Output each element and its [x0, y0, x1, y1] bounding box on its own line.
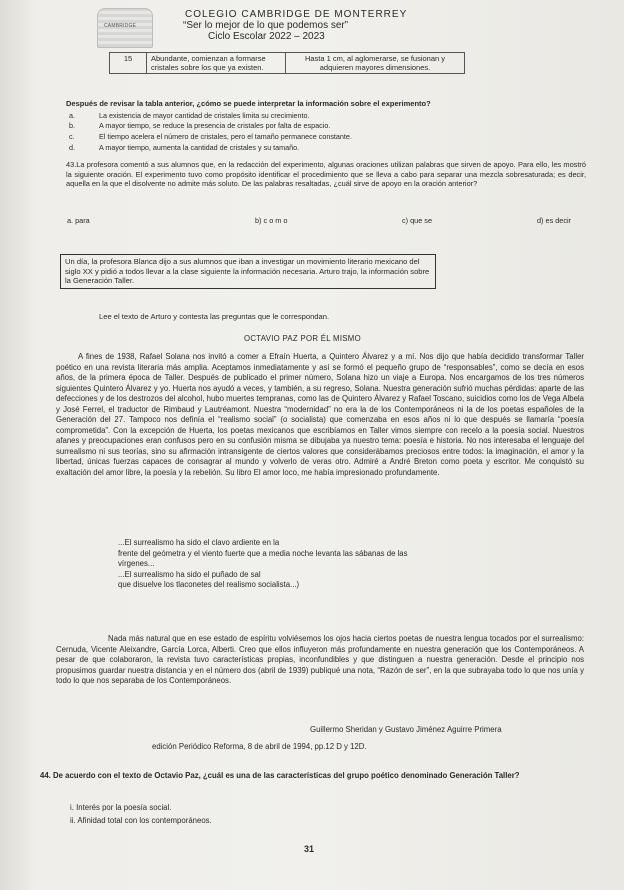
- option-text: A mayor tiempo, aumenta la cantidad de cristales y su tamaño.: [99, 143, 300, 152]
- option-letter: d.: [69, 143, 75, 152]
- option-letter: a.: [69, 111, 75, 120]
- logo-text: CAMBRIDGE: [104, 23, 137, 29]
- option-letter: b.: [69, 121, 75, 130]
- option-a[interactable]: a. para: [67, 216, 90, 225]
- question-44-prompt: 44. De acuerdo con el texto de Octavio Paz, ¿cuál es una de las características del grupo poético denominado Generación Taller?: [40, 771, 520, 780]
- option-c[interactable]: c) que se: [402, 216, 433, 225]
- option-b[interactable]: [69, 121, 330, 130]
- paragraph: A fines de 1938, Rafael Solana nos invitó a comer a Efraín Huerta, a Quintero Álvarez y a mí. Nos dijo que había decidido transformar Taller poético en una revista literaria más amplia. Aceptamos inmediatamente y así se formó el pequeño grupo de “responsables”, como se decía en esos años, de la primera época de Taller. Después de publicado el primer número, Solana hizo un viaje a Europa. Nos encargamos de los tres números siguientes Quintero Álvarez y yo. Huerta nos ayudó a veces, y también, a su regreso, Solana. Nuestra generación sufrió muchas pérdidas: aparte de las defecciones y de los destrozos del alcohol, hubo muertes tempranas, como las de Quintero Álvarez y Rafael Toscano, suicidios como los de Vega Albela y José Ferrel, el traductor de Rimbaud y Lautréamont. Nuestra “modernidad” no era la de los Contemporáneos ni la de los poetas españoles de la Generación del 27. Tampoco nos definía el “realismo social” (o socialista) que comenzaba en esos años ni lo que después se llamaría “poesía comprometida”. Con la excepción de Huerta, los poetas mexicanos que escribíamos en Taller vimos siempre con recelo a la poesía social. Nuestros afanes y preocupaciones eran confusos pero en su confusión misma se dibujaba ya nuestro tema: poesía e historia. No nos interesaba el lenguaje del surrealismo ni sus teorías, sino su afirmación intransigente de ciertos valores que considerábamos preciosos entre todos: la imaginación, el amor y la libertad, únicas fuerzas capaces de consagrar al mundo y volverlo de veras otro. Admiré a André Breton como poeta y escritor. Me conquistó su exaltación del amor libre, la poesía y la rebelión. Su libro El amor loco, me había impresionado profundamente.: [56, 352, 584, 477]
- article-edition: edición Periódico Reforma, 8 de abril de 1994, pp.12 D y 12D.: [152, 742, 367, 751]
- poem-line: ...El surrealismo ha sido el clavo ardiente en la: [118, 538, 280, 547]
- article-signature: Guillermo Sheridan y Gustavo Jiménez Aguirre Primera: [310, 725, 502, 734]
- school-motto: “Ser lo mejor de lo que podemos ser”: [183, 20, 349, 31]
- table-cell: Abundante, comienzan a formarse cristales sobre los que ya existen.: [147, 53, 286, 74]
- poem-line: que disuelve los tlaconetes del realismo socialista...): [118, 580, 300, 589]
- option-d[interactable]: d) es decir: [537, 216, 572, 225]
- option-b[interactable]: b) c o m o: [255, 216, 288, 225]
- poem-line: ...El surrealismo ha sido el puñado de sal: [118, 569, 261, 579]
- poem-line: frente del geómetra y el viento fuerte que a media noche levanta las sábanas de las: [118, 548, 408, 558]
- option-i[interactable]: i. Interés por la poesía social.: [70, 803, 172, 812]
- poem-quote: [118, 538, 418, 591]
- article-paragraph-1: [56, 352, 584, 478]
- question-42-prompt: Después de revisar la tabla anterior, ¿cómo se puede interpretar la información sobre el experimento?: [66, 99, 431, 108]
- option-d[interactable]: [69, 143, 299, 152]
- school-cycle: Ciclo Escolar 2022 – 2023: [208, 31, 325, 42]
- article-paragraph-2: [56, 634, 584, 687]
- table-cell: Hasta 1 cm, al aglomerarse, se fusionan y adquieren mayores dimensiones.: [286, 53, 465, 74]
- option-ii[interactable]: ii. Afinidad total con los contemporáneos.: [70, 816, 212, 825]
- option-text: A mayor tiempo, se reduce la presencia de cristales por falta de espacio.: [99, 121, 331, 130]
- option-text: La existencia de mayor cantidad de cristales limita su crecimiento.: [99, 111, 310, 120]
- instruction: Lee el texto de Arturo y contesta las preguntas que le correspondan.: [99, 312, 330, 321]
- context-box: Un día, la profesora Blanca dijo a sus alumnos que iban a investigar un movimiento literario mexicano del siglo XX y pidió a todos llevar a la clase siguiente la información necesaria. Arturo trajo, la información sobre la Generación Taller.: [60, 254, 436, 289]
- school-logo: [97, 8, 153, 48]
- table-cell: 15: [110, 53, 147, 74]
- option-letter: c.: [69, 132, 75, 141]
- experiment-table: [109, 52, 465, 74]
- question-43-prompt: 43.La profesora comentó a sus alumnos que, en la redacción del experimento, algunas oraciones utilizan palabras que sirven de apoyo. Para ello, les mostró la siguiente oración. El experimento tuvo como propósito identificar el procedimiento que se lleva a cabo para separar una mezcla sobresaturada; es decir, aquella en la que el disolvente no admite más soluto. De las palabras resaltadas, ¿cuál sirve de apoyo en la oración anterior?: [66, 160, 586, 188]
- option-c[interactable]: [69, 132, 352, 141]
- page-number: 31: [304, 844, 315, 854]
- option-a[interactable]: [69, 111, 310, 120]
- poem-line: vírgenes...: [118, 559, 155, 568]
- paragraph: Nada más natural que en ese estado de espíritu volviésemos los ojos hacia ciertos poetas de nuestra lengua tocados por el surrealismo: Cernuda, Vicente Aleixandre, García Lorca, Alberti. Creo que ellos influyeron más profundamente en nuestra generación que los Contemporáneos. A pesar de que colaboraron, la revista tuvo características propias, inconfundibles y que distinguen a nuestra generación. Desde el principio nos propusimos guardar nuestra distancia y en el número dos (abril de 1939) publiqué una nota, “Razón de ser”, en la que subrayaba todo lo que nos unía y todo lo que nos separaba de los Contemporáneos.: [56, 634, 584, 685]
- school-name: COLEGIO CAMBRIDGE DE MONTERREY: [185, 9, 408, 20]
- table-row: [110, 53, 465, 74]
- article-title: OCTAVIO PAZ POR ÉL MISMO: [244, 334, 361, 343]
- option-text: El tiempo acelera el número de cristales, pero el tamaño permanece constante.: [99, 132, 352, 141]
